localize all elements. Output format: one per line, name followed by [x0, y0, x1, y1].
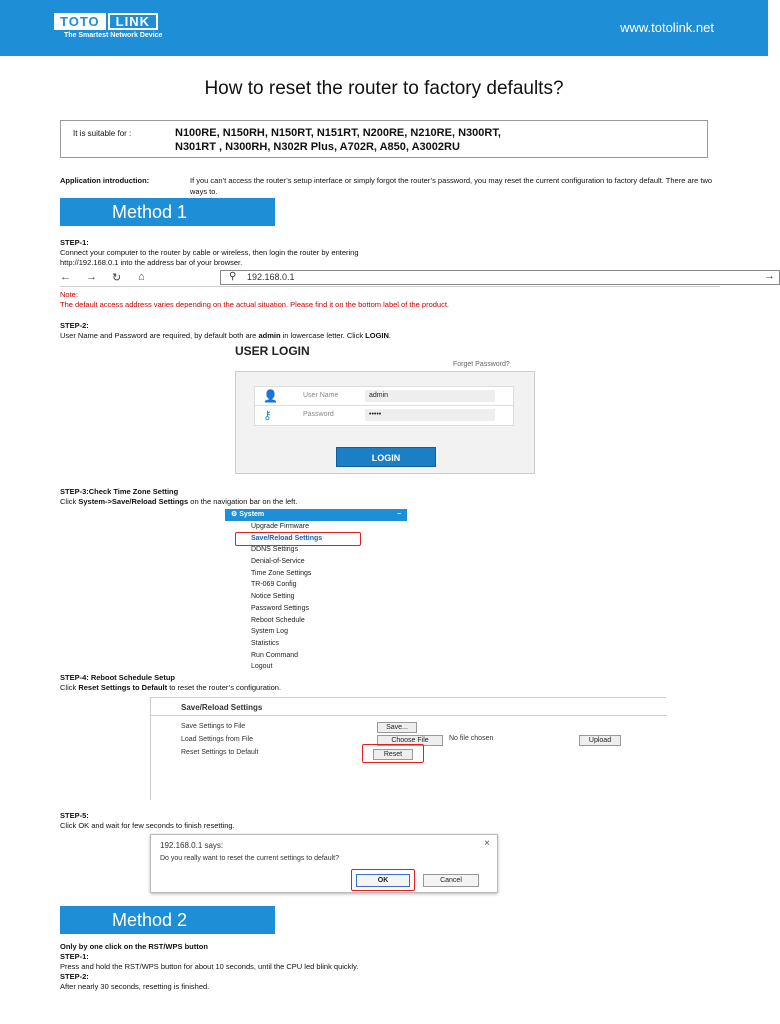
username-input[interactable]: admin	[365, 390, 495, 402]
logo-link-text: LINK	[108, 13, 158, 30]
intro-text: If you can’t access the router’s setup interface or simply forgot the router’s password, you may reset the current configuration to factory default. There are two ways to.	[190, 176, 713, 196]
step4-text-b: to reset the router’s configuration.	[167, 683, 282, 692]
suitable-models-list	[175, 126, 685, 154]
menu-item-system-log[interactable]: System Log	[251, 628, 288, 636]
save-reload-title: Save/Reload Settings	[181, 703, 263, 712]
method2-step1-heading: STEP-1:	[60, 952, 89, 961]
step2-text-a: User Name and Password are required, by default both are	[60, 331, 259, 340]
step2-text-b: in lowercase letter. Click	[280, 331, 366, 340]
reset-button[interactable]: Reset	[373, 749, 413, 760]
step5-text: Click OK and wait for few seconds to finish resetting.	[60, 821, 235, 830]
step2-text	[60, 331, 720, 341]
user-icon: 👤	[263, 389, 278, 403]
menu-item-run-command[interactable]: Run Command	[251, 651, 299, 659]
method2-intro: Only by one click on the RST/WPS button	[60, 942, 208, 951]
username-row	[255, 387, 513, 406]
go-arrow-icon[interactable]: →	[764, 270, 775, 282]
top-banner	[0, 0, 768, 56]
close-icon[interactable]: ×	[484, 838, 490, 849]
method2-step1-text: Press and hold the RST/WPS button for about 10 seconds, until the CPU led blink quickly.	[60, 962, 359, 971]
menu-item-ddns-settings[interactable]: DDNS Settings	[251, 546, 299, 554]
method2-step2-text: After nearly 30 seconds, resetting is finished.	[60, 982, 210, 991]
forward-arrow-icon[interactable]: →	[86, 271, 97, 283]
login-fields	[254, 386, 514, 426]
step2-block	[60, 321, 720, 341]
address-bar[interactable]	[220, 270, 780, 285]
key-icon: ⚷	[263, 408, 272, 422]
password-input[interactable]: •••••	[365, 409, 495, 421]
note-block	[60, 290, 720, 310]
home-icon[interactable]: ⌂	[138, 271, 145, 283]
step3-text	[60, 497, 720, 507]
login-button[interactable]: LOGIN	[336, 447, 436, 467]
menu-item-save-reload-settings[interactable]: Save/Reload Settings	[225, 533, 407, 545]
password-label: Password	[303, 411, 334, 418]
save-button[interactable]: Save...	[377, 722, 417, 733]
step2-admin: admin	[258, 331, 281, 340]
user-login-title: USER LOGIN	[235, 344, 310, 358]
menu-item-password-settings[interactable]: Password Settings	[251, 604, 309, 612]
step1-line2: http://192.168.0.1 into the address bar of your browser.	[60, 258, 243, 267]
method2-block	[60, 942, 720, 992]
menu-item-time-zone-settings[interactable]: Time Zone Settings	[251, 569, 312, 577]
divider	[151, 715, 667, 716]
address-text: 192.168.0.1	[247, 272, 295, 282]
step3-block	[60, 487, 720, 507]
step1-heading: STEP-1:	[60, 238, 89, 247]
reload-icon[interactable]: ↻	[112, 272, 122, 284]
step1-line1: Connect your computer to the router by cable or wireless, then login the router by entering	[60, 248, 359, 257]
application-intro	[60, 175, 720, 197]
menu-item-reboot-schedule[interactable]: Reboot Schedule	[251, 616, 305, 624]
method-2-banner: Method 2	[60, 906, 275, 934]
step4-text-a: Click	[60, 683, 79, 692]
step5-heading: STEP-5:	[60, 811, 89, 820]
step4-heading: STEP-4: Reboot Schedule Setup	[60, 673, 176, 682]
page-title: How to reset the router to factory defaults?	[204, 78, 564, 99]
confirm-dialog	[150, 834, 498, 893]
method2-step2-heading: STEP-2:	[60, 972, 89, 981]
menu-item-tr069-config[interactable]: TR-069 Config	[251, 581, 297, 589]
back-arrow-icon[interactable]: ←	[60, 271, 71, 283]
menu-item-upgrade-firmware[interactable]: Upgrade Firmware	[251, 523, 309, 530]
forget-password-link[interactable]: Forget Password?	[453, 361, 510, 368]
system-menu	[225, 509, 407, 669]
site-url-link[interactable]: www.totolink.net	[620, 20, 714, 35]
cancel-button[interactable]: Cancel	[423, 874, 479, 887]
system-menu-header[interactable]	[225, 509, 407, 521]
username-label: User Name	[303, 392, 339, 399]
collapse-icon[interactable]: −	[396, 511, 401, 518]
reset-settings-label: Reset Settings to Default	[181, 749, 259, 756]
dialog-message: Do you really want to reset the current settings to default?	[160, 855, 339, 862]
menu-item-notice-setting[interactable]: Notice Setting	[251, 593, 295, 601]
step3-text-a: Click	[60, 497, 79, 506]
login-panel	[235, 371, 535, 474]
upload-button[interactable]: Upload	[579, 735, 621, 746]
gear-icon: ⚙	[231, 511, 240, 518]
password-row	[255, 406, 513, 425]
menu-item-statistics[interactable]: Statistics	[251, 639, 280, 647]
browser-toolbar	[60, 269, 775, 287]
load-settings-label: Load Settings from File	[181, 736, 253, 743]
choose-file-button[interactable]: Choose File	[377, 735, 443, 746]
step3-text-b: on the navigation bar on the left.	[188, 497, 298, 506]
note-label: Note:	[60, 290, 78, 299]
suitable-models-box	[60, 120, 708, 158]
save-settings-label: Save Settings to File	[181, 723, 246, 730]
menu-item-logout[interactable]: Logout	[251, 663, 273, 671]
search-icon: ⚲	[229, 271, 237, 282]
step3-heading: STEP-3:Check Time Zone Setting	[60, 487, 179, 496]
step4-block	[60, 673, 720, 693]
logo-tagline: The Smartest Network Device	[64, 32, 163, 39]
suitable-label: It is suitable for :	[73, 129, 132, 138]
step3-path: System->Save/Reload Settings	[78, 497, 189, 506]
step5-block	[60, 811, 720, 831]
step2-heading: STEP-2:	[60, 321, 89, 330]
step4-bold: Reset Settings to Default	[78, 683, 168, 692]
models-line-2: N301RT , N300RH, N302R Plus, A702R, A850, A3002RU	[175, 141, 460, 153]
system-menu-title: System	[239, 511, 265, 518]
step1-block	[60, 238, 720, 268]
models-line-1: N100RE, N150RH, N150RT, N151RT, N200RE, N210RE, N300RT,	[175, 127, 501, 139]
logo-toto-text: TOTO	[54, 13, 106, 30]
save-reload-panel	[150, 697, 666, 800]
step4-text	[60, 683, 720, 693]
ok-button[interactable]: OK	[356, 874, 410, 887]
no-file-chosen-text: No file chosen	[449, 735, 494, 742]
step2-text-c: .	[388, 331, 392, 340]
note-text: The default access address varies depending on the actual situation. Please find it on the bottom label of the product.	[60, 300, 449, 309]
totolink-logo[interactable]	[54, 13, 162, 39]
menu-item-denial-of-service[interactable]: Denial-of-Service	[251, 558, 305, 566]
step2-login-word: LOGIN	[365, 331, 389, 340]
method-1-banner: Method 1	[60, 198, 275, 226]
dialog-title: 192.168.0.1 says:	[160, 841, 224, 850]
intro-label: Application introduction:	[60, 176, 150, 185]
